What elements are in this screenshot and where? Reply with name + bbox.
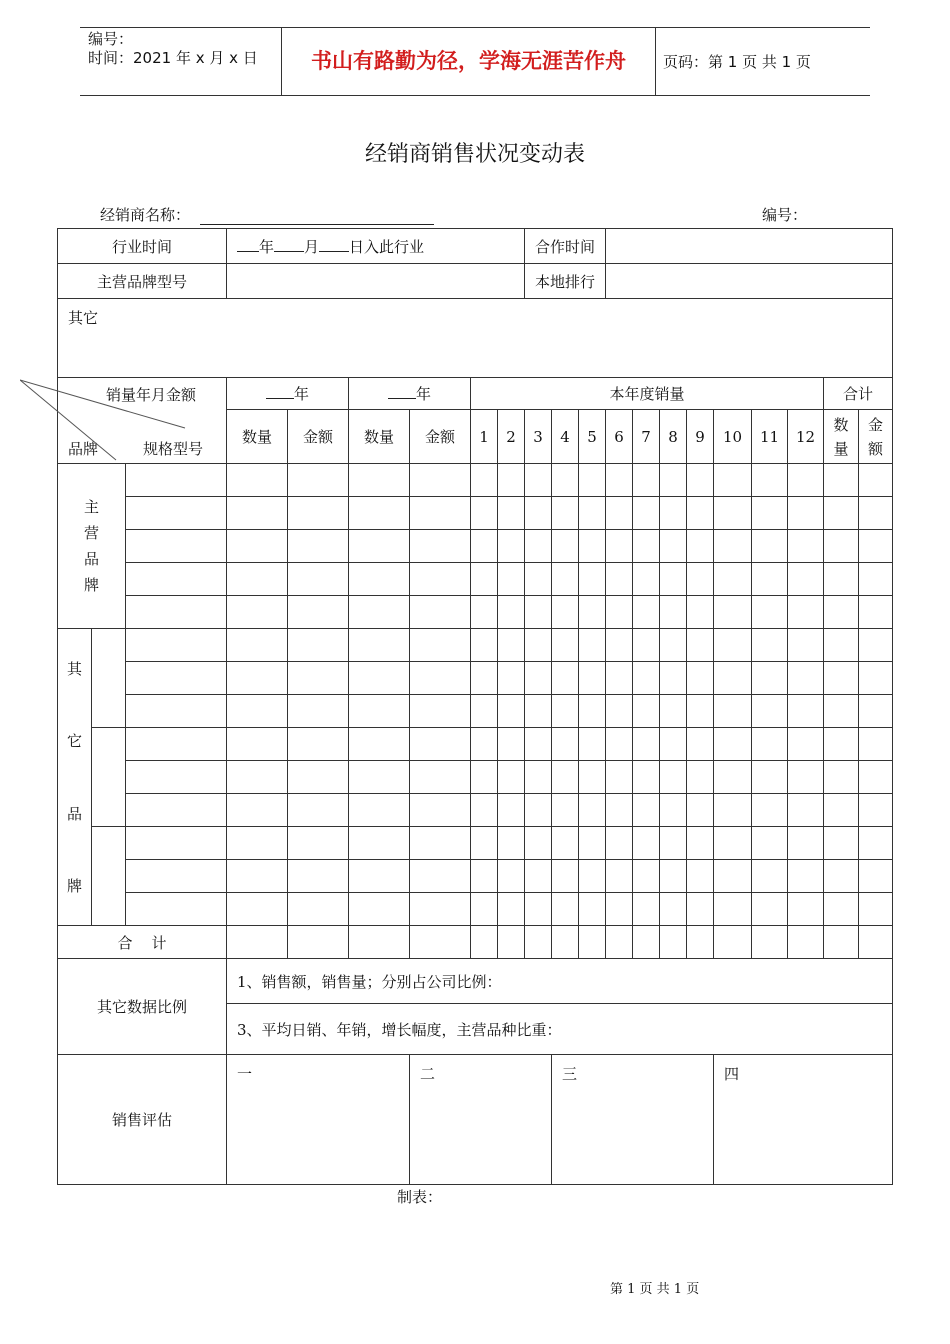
table-row [58,662,893,695]
table-row [58,827,893,860]
other-ratio-line1[interactable]: 1、销售额，销售量；分别占公司比例： [227,959,893,1004]
month-header: 7 [633,410,660,464]
industry-time-label: 行业时间 [58,229,227,264]
month-header: 1 [471,410,498,464]
table-row [58,860,893,893]
main-brand-row [58,264,893,299]
table-row [58,530,893,563]
year2-header[interactable]: 年 [349,378,471,410]
table-row [58,497,893,530]
month-header: 5 [579,410,606,464]
total-header: 合计 [824,378,893,410]
table-row [58,728,893,761]
table-row [58,629,893,662]
industry-time-value[interactable]: 年 月 日入此行业 [227,229,525,264]
cooperation-time-label: 合作时间 [525,229,606,264]
total-row [58,926,893,959]
header-page-label: 页码：第 1 页 共 1 页 [663,53,811,71]
spec-model-label: 规格型号 [143,440,204,458]
year1-qty-header: 数量 [227,410,288,464]
brand-label: 品牌 [68,440,99,458]
other-ratio-label: 其它数据比例 [58,959,227,1055]
month-header: 12 [788,410,824,464]
year1-header[interactable]: 年 [227,378,349,410]
year1-amount-header: 金额 [288,410,349,464]
other-row [58,299,893,378]
month-header: 2 [498,410,525,464]
year2-qty-header: 数量 [349,410,410,464]
header-time-label: 时间：2021 年 x 月 x 日 [88,49,258,67]
header-number-label: 编号： [88,30,134,48]
main-brand-model-label: 主营品牌型号 [58,264,227,299]
month-header: 11 [752,410,788,464]
table-row [58,794,893,827]
industry-time-row [58,229,893,264]
evaluation-col-2[interactable]: 二 [410,1055,552,1185]
month-header: 10 [714,410,752,464]
dealer-name-underline[interactable] [200,224,434,225]
local-rank-value[interactable] [606,264,893,299]
total-row-label: 合 计 [58,926,227,959]
other-ratio-row [58,959,893,1004]
sales-table [57,228,893,1185]
other-ratio-line2[interactable]: 3、平均日销、年销，增长幅度，主营品种比重： [227,1004,893,1055]
evaluation-label: 销售评估 [58,1055,227,1185]
year2-amount-header: 金额 [410,410,471,464]
month-header: 9 [687,410,714,464]
month-header: 4 [552,410,579,464]
month-header: 8 [660,410,687,464]
other-label: 其它 [68,309,99,327]
table-row [58,563,893,596]
evaluation-col-1[interactable]: 一 [227,1055,410,1185]
header-divider [655,27,656,95]
total-amount-header: 金 额 [859,410,893,464]
diagonal-lines [20,376,230,464]
cooperation-time-value[interactable] [606,229,893,264]
table-row [58,464,893,497]
month-header: 3 [525,410,552,464]
main-brand-model-value[interactable] [227,264,525,299]
evaluation-col-3[interactable]: 三 [552,1055,714,1185]
current-year-sales-header: 本年度销量 [471,378,824,410]
other-brand-group-label: 其 它 品 牌 [58,629,92,926]
main-brand-group-label: 主 营 品 牌 [58,464,126,629]
header-bottom-border [80,95,870,96]
other-brand-subgroup[interactable] [92,728,126,827]
footer-page-number: 第 1 页 共 1 页 [610,1282,700,1297]
sales-year-month-amount-label: 销量年月金额 [106,386,197,404]
other-brand-subgroup[interactable] [92,827,126,926]
local-rank-label: 本地排行 [525,264,606,299]
month-header: 6 [606,410,633,464]
table-row [58,893,893,926]
table-row [58,695,893,728]
evaluation-row [58,1055,893,1185]
dealer-number-label: 编号： [762,206,808,224]
table-row [58,761,893,794]
other-cell[interactable] [58,299,893,378]
total-qty-header: 数 量 [824,410,859,464]
table-row [58,596,893,629]
header-motto: 书山有路勤为径，学海无涯苦作舟 [311,48,626,74]
dealer-name-label: 经销商名称： [100,206,191,224]
other-brand-subgroup[interactable] [92,629,126,728]
page-title: 经销商销售状况变动表 [364,141,585,167]
prepared-by-label: 制表： [397,1188,443,1206]
evaluation-col-4[interactable]: 四 [714,1055,893,1185]
